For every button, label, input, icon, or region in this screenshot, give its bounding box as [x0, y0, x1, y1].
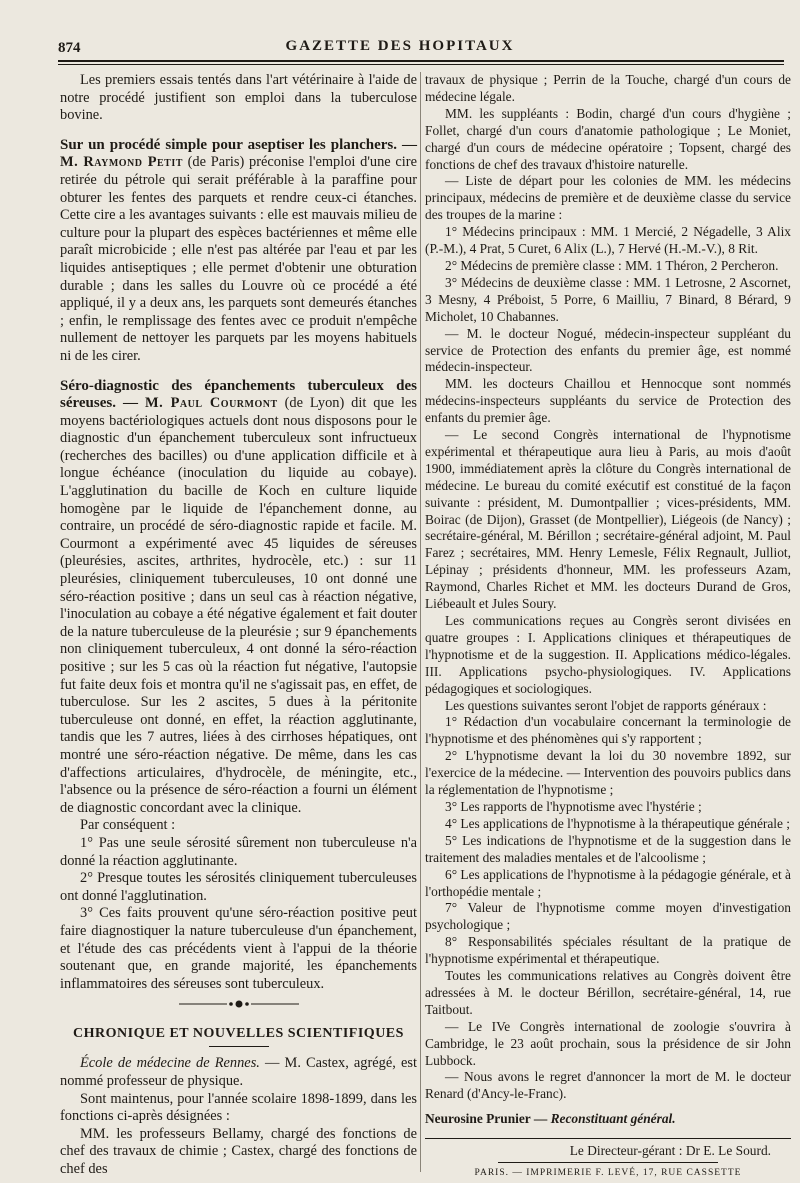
article-title: École de médecine de Rennes. — [80, 1055, 260, 1072]
page-number: 874 — [58, 40, 81, 56]
list-item: 1° Pas une seule sérosité sûrement non tuberculeuse n'a donné la réaction agglutinante. — [60, 834, 417, 869]
header-rule-thin — [58, 64, 784, 65]
ad-description: Reconstituant général. — [550, 1111, 676, 1127]
paragraph: Par conséquent : — [80, 817, 176, 834]
signature: Le Directeur-gérant : Dr E. Le Sourd. — [569, 1143, 771, 1159]
paragraph: — Liste de départ pour les colonies de MM. les médecins principaux, médecins de première et de deuxième classe du service des troupes de la marine : — [425, 173, 791, 223]
article-text: (de Lyon) dit que les moyens bactériologiques actuels dont nous disposons pour le diagnostic d'un épanchement tuberculeux sont infructueux (recherches des bacilles) ou d'une application difficile et à longue échéance (inoculation du liquide au cobaye). L'agglutination du bacille de Koch en culture liquide homogène par le liquide de l'épanchement donne, au contraire, un procédé de séro-diagnostic rapide et facile. M. Courmont a expérimenté avec 45 liquides de séreuses (pleurésies, ascites, arthrites, hydrocèle, etc.) : sur 11 pleurésies, cliniquement tuberculeuses, 10 ont donné une séro-réaction positive ; dans un seul cas à réaction négative, l'inoculation au cobaye a été négative également et fait douter de la nature tuberculeuse de la pleurésie ; sur 9 épanchements non cliniquement tuberculeux, 4 ont donné la séro-réaction positive ; sur les 5 cas où la réaction fut négative, l'autopsie fut faite deux fois et montra qu'il ne s'agissait pas, en effet, de tuberculose. Sur les 2 ascites, 5 dues à la péritonite tuberculeuse ont donné, en effet, la réaction agglutinante, tandis que les 7 autres, liées à des cirrhoses hépatiques, ont montré une séro-réaction négative. De même, dans les cas d'affections articulaires, d'hydrocèle, de méningite, etc., l'absence ou la présence de séro-réaction a fourni un élément de diagnostic concordant avec la clinique. — [60, 395, 417, 816]
advertisement: Neurosine Prunier — Reconstituant général. — [425, 1111, 676, 1127]
short-rule — [209, 1046, 269, 1047]
list-item: 3° Les rapports de l'hypnotisme avec l'hystérie ; — [445, 798, 702, 814]
paragraph: MM. les docteurs Chaillou et Hennocque sont nommés médecins-inspecteurs suppléants du service de Protection des enfants du premier âge. — [425, 376, 791, 426]
list-item: 2° Presque toutes les sérosités cliniquement tuberculeuses ont donné l'agglutination. — [60, 870, 417, 904]
printer-imprint: PARIS. — IMPRIMERIE F. LEVÉ, 17, RUE CASSETTE — [474, 1168, 742, 1179]
paragraph: Toutes les communications relatives au Congrès doivent être adressées à M. le docteur Bérillon, secrétaire-général, 14, rue Taitbout. — [425, 968, 791, 1017]
ad-product: Neurosine Prunier — [425, 1111, 531, 1127]
list-item: 6° Les applications de l'hypnotisme à la pédagogie générale, et à l'orthopédie mentale ; — [425, 866, 791, 899]
imprint-rule — [498, 1162, 718, 1163]
list-item: 8° Responsabilités spéciales résultant de la pratique de l'hypnotisme expérimental et thérapeutique. — [425, 934, 791, 967]
paragraph: MM. les professeurs Bellamy, chargé des fonctions de chef des travaux de chimie ; Castex, chargé des fonctions de chef des — [60, 1125, 417, 1178]
article-author: M. Paul Courmont — [144, 395, 278, 412]
header-rule-thick — [58, 60, 784, 62]
list-item: 4° Les applications de l'hypnotisme à la thérapeutique générale ; — [445, 815, 791, 831]
article-text: (de Paris) préconise l'emploi d'une cire retirée du pétrole qui serait préférable à la paraffine pour obturer les fentes des parquets et rendre ceux-ci étanches. Cette cire a les avantages suivants : elle est mauvais milieu de culture pour la plupart des espèces bactériennes et même elle paraît microbicide ; elle n'est pas altérée par l'eau et par les liquides antiseptiques ; elle permet d'obtenir une obturation durable ; dans les salles du Louvre où ce procédé a été appliqué, il y a deux ans, les parquets sont demeurés étanches ; enfin, le remplissage des fentes avec ce produit n'empêche nullement de nettoyer les parquets par les moyens habituels ni de les cirer. — [60, 154, 417, 364]
paragraph: MM. les suppléants : Bodin, chargé d'un cours d'hygiène ; Follet, chargé d'un cours d'anatomie pathologique ; Le Moniet, chargé d'un cours de médecine opératoire ; Topsent, chargé des fonctions de chef des travaux d'histoire naturelle. — [425, 105, 791, 172]
paragraph: travaux de physique ; Perrin de la Touche, chargé d'un cours de médecine légale. — [425, 72, 791, 104]
footer-rule — [425, 1138, 791, 1139]
paragraph: Sont maintenus, pour l'année scolaire 1898-1899, dans les fonctions ci-après désignées : — [60, 1090, 417, 1125]
article-title: Sur un procédé simple pour aseptiser les planchers. — — [60, 136, 417, 153]
list-item: 7° Valeur de l'hypnotisme comme moyen d'investigation psychologique ; — [425, 900, 791, 933]
paragraph: — Le IVe Congrès international de zoologie s'ouvrira à Cambridge, le 23 août prochain, sous la présidence de sir John Lubbock. — [425, 1018, 791, 1068]
section-heading: CHRONIQUE ET NOUVELLES SCIENTIFIQUES — [73, 1025, 404, 1041]
running-title: GAZETTE DES HOPITAUX — [285, 38, 515, 54]
paragraph: — M. le docteur Nogué, médecin-inspecteur suppléant du service de Protection des enfants du premier âge, est nommé médecin-inspecteur. — [425, 325, 791, 375]
paragraph: Les communications reçues au Congrès seront divisées en quatre groupes : I. Applications cliniques et thérapeutiques de l'hypnotisme et de la suggestion. II. Applications médico-légales. III. Applications psycho-physiologiques. IV. Applications pédagogiques et sociologiques. — [425, 613, 791, 696]
article-author: M. Raymond Petit — [60, 154, 183, 171]
ornament-divider — [60, 997, 417, 1015]
list-item: 3° Médecins de deuxième classe : MM. 1 Letrosne, 2 Ascornet, 3 Mesny, 4 Préboist, 5 Porre, 6 Mailliu, 7 Binard, 8 Bérard, 9 Micholet, 10 Chabannes. — [425, 274, 791, 324]
column-separator — [420, 72, 421, 1172]
article-title: Séro-diagnostic des épanchements tuberculeux des séreuses. — — [60, 377, 417, 412]
list-item: 5° Les indications de l'hypnotisme et de la suggestion dans le traitement des maladies mentales et de l'alcoolisme ; — [425, 832, 791, 865]
paragraph: Les questions suivantes seront l'objet de rapports généraux : — [445, 697, 767, 713]
right-column — [425, 72, 791, 1179]
list-item: 2° L'hypnotisme devant la loi du 30 novembre 1892, sur l'exercice de la médecine. — Intervention des pouvoirs publics dans la réglementation de l'hypnotisme ; — [425, 748, 791, 798]
ornament-icon — [179, 999, 299, 1009]
list-item: 1° Rédaction d'un vocabulaire concernant la terminologie de l'hypnotisme et des phénomènes qui s'y rapportent ; — [425, 714, 791, 747]
left-column — [60, 72, 417, 1178]
list-item: 2° Médecins de première classe : MM. 1 Théron, 2 Percheron. — [445, 257, 779, 273]
list-item: 1° Médecins principaux : MM. 1 Mercié, 2 Négadelle, 3 Alix (P.-M.), 4 Prat, 5 Curet, 6 Alix (L.), 7 Hervé (H.-M.-V.), 8 Rit. — [425, 224, 791, 257]
paragraph: — Le second Congrès international de l'hypnotisme expérimental et thérapeutique aura lieu à Paris, au mois d'août 1900, immédiatement après la clôture du Congrès international de médecine. Le bureau du comité exécutif est constitué de la façon suivante : président, M. Dumontpallier ; vices-présidents, MM. Boirac (de Dijon), Grasset (de Montpellier), Liégeois (de Nancy) ; secrétaire-général, M. Bérillon ; secrétaire-général adjoint, M. Paul Farez ; secrétaires, MM. Henry Lemesle, Félix Regnault, Julliot, Lépinay ; présidents d'honneur, MM. les professeurs Azam, Raymond, Charles Richet et MM. les docteurs Durand de Gros, Liébeault et Jules Soury. — [425, 427, 791, 612]
article-ecole — [60, 1055, 417, 1090]
article-text: — M. Castex, agrégé, est nommé professeur de physique. — [60, 1055, 417, 1090]
paragraph: Les premiers essais tentés dans l'art vétérinaire à l'aide de notre procédé justifient son emploi dans la tuberculose bovine. — [60, 72, 417, 124]
paragraph: — Nous avons le regret d'annoncer la mort de M. le docteur Renard (d'Ancy-le-Franc). — [425, 1069, 791, 1102]
list-item: 3° Ces faits prouvent qu'une séro-réaction positive peut faire diagnostiquer la nature tuberculeuse d'un épanchement, et l'étude des cas précédents vient à l'appui de la théorie soutenant que, en grande majorité, les épanchements inflammatoires des séreuses sont tuberculeux. — [60, 905, 417, 992]
